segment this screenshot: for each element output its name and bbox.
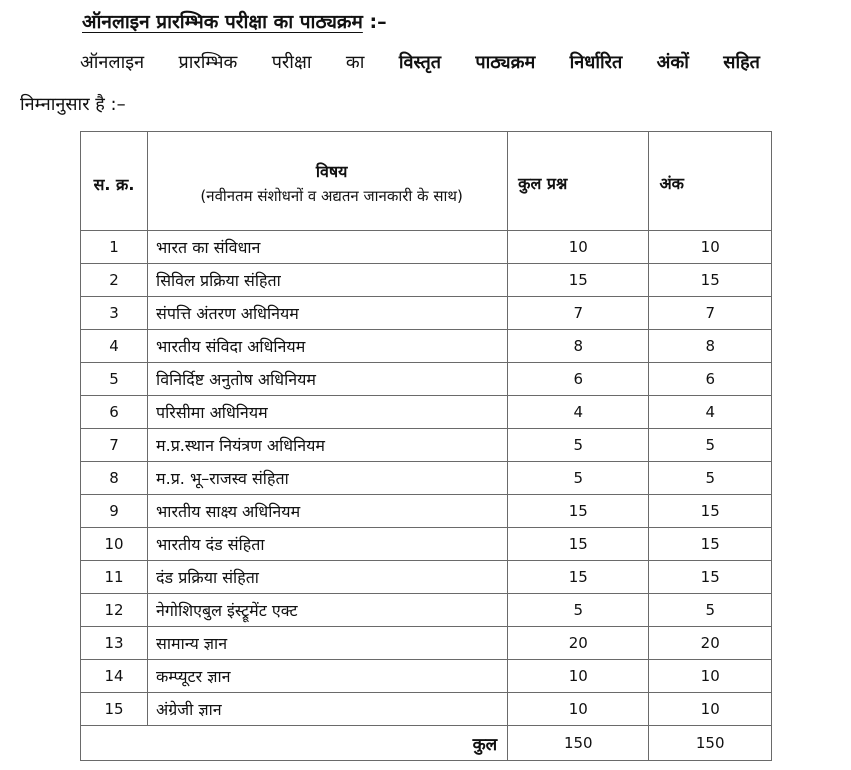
cell-marks: 15 — [649, 528, 772, 561]
cell-questions: 5 — [508, 594, 649, 627]
cell-serial: 7 — [81, 429, 148, 462]
cell-marks: 6 — [649, 363, 772, 396]
cell-serial: 3 — [81, 297, 148, 330]
syllabus-table — [80, 131, 772, 761]
cell-subject: म.प्र. भू–राजस्व संहिता — [148, 462, 508, 495]
cell-questions: 5 — [508, 429, 649, 462]
cell-serial: 6 — [81, 396, 148, 429]
cell-subject: म.प्र.स्थान नियंत्रण अधिनियम — [148, 429, 508, 462]
total-marks: 150 — [649, 726, 772, 761]
cell-questions: 4 — [508, 396, 649, 429]
cell-marks: 5 — [649, 429, 772, 462]
intro-bold-word: सहित — [723, 52, 760, 73]
heading-title: ऑनलाइन प्रारम्भिक परीक्षा का पाठ्यक्रम — [82, 11, 363, 33]
table-row — [81, 660, 772, 693]
cell-marks: 15 — [649, 264, 772, 297]
table-row — [81, 528, 772, 561]
header-subject-note: (नवीनतम संशोधनों व अद्यतन जानकारी के साथ) — [200, 187, 463, 205]
table-row — [81, 264, 772, 297]
cell-marks: 8 — [649, 330, 772, 363]
cell-questions: 8 — [508, 330, 649, 363]
cell-questions: 10 — [508, 660, 649, 693]
table-row — [81, 363, 772, 396]
cell-questions: 10 — [508, 231, 649, 264]
cell-serial: 15 — [81, 693, 148, 726]
table-row — [81, 462, 772, 495]
intro-bold-word: अंकों — [656, 52, 689, 73]
cell-subject: भारत का संविधान — [148, 231, 508, 264]
cell-questions: 15 — [508, 264, 649, 297]
cell-marks: 5 — [649, 462, 772, 495]
cell-subject: दंड प्रक्रिया संहिता — [148, 561, 508, 594]
cell-subject: सिविल प्रक्रिया संहिता — [148, 264, 508, 297]
cell-serial: 12 — [81, 594, 148, 627]
cell-subject: भारतीय साक्ष्य अधिनियम — [148, 495, 508, 528]
table-header-row — [81, 132, 772, 231]
header-questions: कुल प्रश्न — [508, 132, 649, 231]
cell-subject: सामान्य ज्ञान — [148, 627, 508, 660]
header-serial: स. क्र. — [81, 132, 148, 231]
cell-subject: विनिर्दिष्ट अनुतोष अधिनियम — [148, 363, 508, 396]
total-label: कुल — [81, 726, 508, 761]
cell-serial: 5 — [81, 363, 148, 396]
cell-marks: 15 — [649, 495, 772, 528]
intro-word: ऑनलाइन — [80, 52, 145, 73]
cell-marks: 20 — [649, 627, 772, 660]
cell-questions: 15 — [508, 561, 649, 594]
cell-subject: परिसीमा अधिनियम — [148, 396, 508, 429]
cell-subject: भारतीय संविदा अधिनियम — [148, 330, 508, 363]
table-row — [81, 396, 772, 429]
cell-serial: 2 — [81, 264, 148, 297]
header-marks: अंक — [649, 132, 772, 231]
cell-marks: 10 — [649, 660, 772, 693]
table-row — [81, 693, 772, 726]
intro-bold-word: विस्तृत — [398, 52, 442, 73]
table-row — [81, 330, 772, 363]
cell-marks: 15 — [649, 561, 772, 594]
intro-word: प्रारम्भिक — [178, 52, 238, 73]
intro-line-2: निम्नानुसार है :– — [20, 94, 126, 115]
cell-marks: 10 — [649, 693, 772, 726]
page-heading — [82, 8, 387, 34]
intro-word: का — [345, 52, 365, 73]
total-questions: 150 — [508, 726, 649, 761]
cell-serial: 13 — [81, 627, 148, 660]
intro-bold-word: निर्धारित — [569, 52, 623, 73]
intro-word: परीक्षा — [271, 52, 312, 73]
heading-suffix: :– — [362, 11, 387, 33]
table-row — [81, 297, 772, 330]
cell-serial: 9 — [81, 495, 148, 528]
table-body — [81, 231, 772, 726]
cell-serial: 4 — [81, 330, 148, 363]
header-subject-title: विषय — [315, 162, 348, 181]
cell-questions: 6 — [508, 363, 649, 396]
cell-questions: 7 — [508, 297, 649, 330]
cell-marks: 10 — [649, 231, 772, 264]
cell-serial: 10 — [81, 528, 148, 561]
header-subject — [148, 132, 508, 231]
cell-marks: 7 — [649, 297, 772, 330]
cell-subject: अंग्रेजी ज्ञान — [148, 693, 508, 726]
cell-serial: 8 — [81, 462, 148, 495]
table-row — [81, 594, 772, 627]
cell-serial: 1 — [81, 231, 148, 264]
table-row — [81, 627, 772, 660]
table-row — [81, 231, 772, 264]
cell-questions: 5 — [508, 462, 649, 495]
cell-questions: 15 — [508, 528, 649, 561]
cell-marks: 4 — [649, 396, 772, 429]
intro-bold-word: पाठ्यक्रम — [475, 52, 536, 73]
cell-serial: 14 — [81, 660, 148, 693]
intro-line-1 — [80, 50, 760, 74]
cell-marks: 5 — [649, 594, 772, 627]
table-row — [81, 495, 772, 528]
cell-questions: 15 — [508, 495, 649, 528]
cell-subject: नेगोशिएबुल इंस्ट्रूमेंट एक्ट — [148, 594, 508, 627]
cell-subject: संपत्ति अंतरण अधिनियम — [148, 297, 508, 330]
cell-subject: भारतीय दंड संहिता — [148, 528, 508, 561]
table-row — [81, 561, 772, 594]
cell-questions: 10 — [508, 693, 649, 726]
cell-serial: 11 — [81, 561, 148, 594]
cell-questions: 20 — [508, 627, 649, 660]
total-row — [81, 726, 772, 761]
table-row — [81, 429, 772, 462]
cell-subject: कम्प्यूटर ज्ञान — [148, 660, 508, 693]
